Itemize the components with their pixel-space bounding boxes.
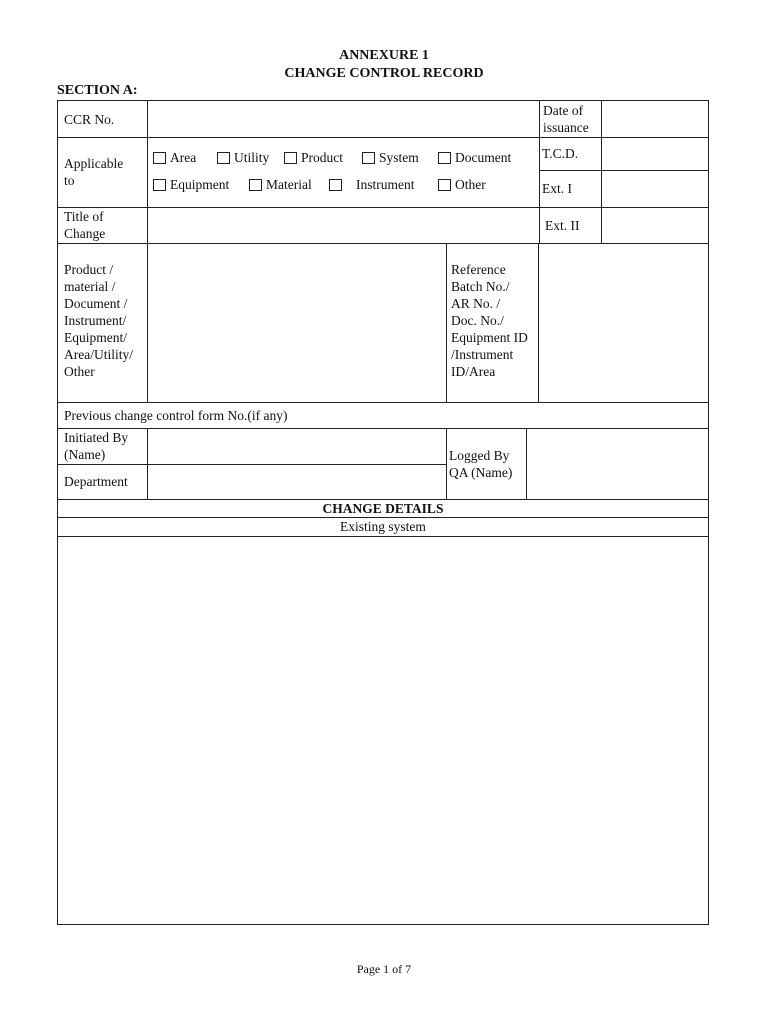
change-details-heading: CHANGE DETAILS	[322, 501, 444, 516]
ccr-no-label: CCR No.	[64, 112, 115, 127]
checkbox-icon[interactable]	[217, 152, 230, 164]
checkbox-icon[interactable]	[438, 152, 451, 164]
annexure-heading: ANNEXURE 1	[339, 48, 429, 63]
tcd-label: T.C.D.	[542, 146, 579, 161]
existing-system-heading: Existing system	[340, 519, 426, 534]
option-area[interactable]: Area	[153, 150, 196, 166]
reference-field[interactable]	[541, 246, 706, 400]
checkbox-icon[interactable]	[153, 179, 166, 191]
initiated-by-field[interactable]	[150, 431, 444, 462]
product-material-label: Product / material / Document / Instrument/ Equipment/ Area/Utility/ Other	[64, 262, 133, 379]
option-instrument[interactable]: Instrument	[329, 177, 415, 193]
ext1-label: Ext. I	[542, 181, 572, 196]
checkbox-icon[interactable]	[362, 152, 375, 164]
section-label: SECTION A:	[57, 83, 138, 98]
option-system[interactable]: System	[362, 150, 419, 166]
initiated-by-label: Initiated By (Name)	[64, 430, 129, 462]
option-equipment[interactable]: Equipment	[153, 177, 229, 193]
tcd-field[interactable]	[604, 140, 706, 168]
checkbox-icon[interactable]	[284, 152, 297, 164]
option-material[interactable]: Material	[249, 177, 312, 193]
checkbox-icon[interactable]	[438, 179, 451, 191]
logged-by-label: Logged By QA (Name)	[449, 448, 513, 480]
product-material-field[interactable]	[150, 246, 444, 400]
department-field[interactable]	[150, 467, 444, 497]
title-of-change-field[interactable]	[150, 210, 536, 241]
applicable-to-label: Applicable to	[64, 156, 124, 188]
previous-change-control-label: Previous change control form No.(if any)	[64, 408, 288, 423]
date-of-issuance-label: Date of issuance	[543, 103, 589, 135]
ext1-field[interactable]	[604, 173, 706, 205]
form-title: CHANGE CONTROL RECORD	[284, 66, 484, 81]
checkbox-icon[interactable]	[153, 152, 166, 164]
checkbox-icon[interactable]	[329, 179, 342, 191]
option-utility[interactable]: Utility	[217, 150, 269, 166]
department-label: Department	[64, 474, 128, 489]
title-of-change-label: Title of Change	[64, 209, 106, 241]
checkbox-icon[interactable]	[249, 179, 262, 191]
option-product[interactable]: Product	[284, 150, 343, 166]
ccr-no-field[interactable]	[150, 103, 536, 135]
reference-label: Reference Batch No./ AR No. / Doc. No./ Equipment ID /Instrument ID/Area	[451, 262, 528, 379]
option-document[interactable]: Document	[438, 150, 511, 166]
option-other[interactable]: Other	[438, 177, 486, 193]
date-of-issuance-field[interactable]	[604, 103, 706, 135]
ext2-field[interactable]	[604, 210, 706, 241]
existing-system-field[interactable]	[60, 539, 706, 922]
ext2-label: Ext. II	[545, 218, 580, 233]
logged-by-field[interactable]	[529, 431, 706, 497]
page-number: Page 1 of 7	[356, 962, 412, 976]
